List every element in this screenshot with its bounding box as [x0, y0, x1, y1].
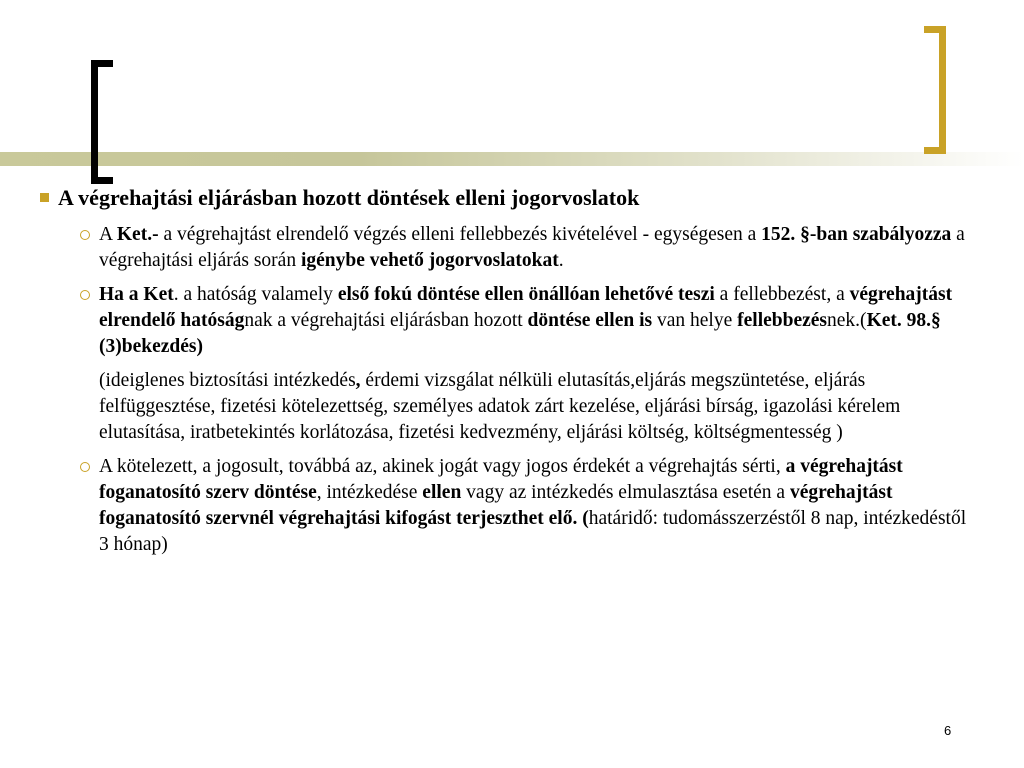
text-segment: . a hatóság valamely	[173, 284, 338, 305]
paren-first: (ideiglenes biztosítási intézkedés	[99, 370, 356, 391]
left-bracket-decoration	[91, 60, 113, 184]
paren-rest: érdemi vizsgálat nélküli elutasítás,eljárás megszüntetése, eljárás felfüggesztése, fizetési kötelezettség, személyes adatok zárt kezelése, eljárási bírság, igazolási kérelem elutasítása, iratbetekintés korlátozása, fizetési kedvezmény, eljárási költség, költségmentesség )	[99, 370, 901, 443]
right-bracket-decoration	[924, 26, 946, 154]
text-segment: a fellebbezést, a	[714, 284, 850, 305]
bold-segment: első fokú döntése ellen önállóan lehetővé teszi	[337, 284, 715, 305]
text-segment: A kötelezett, a jogosult, továbbá az, akinek jogát vagy jogos érdekét a végrehajtás sérti,	[99, 456, 786, 477]
parenthetical-paragraph	[99, 368, 975, 446]
slide-heading: A végrehajtási eljárásban hozott döntések elleni jogorvoslatok	[58, 185, 640, 210]
bold-segment: Ket. 98.§ (3)bekezdés)	[99, 310, 941, 357]
paren-comma: ,	[355, 370, 361, 391]
text-segment: nak a végrehajtási eljárásban hozott	[244, 310, 528, 331]
bold-segment: ellen	[422, 482, 462, 503]
circle-bullet-icon	[80, 462, 90, 472]
text-segment: a végrehajtást elrendelő végzés elleni fellebbezés kivételével - egységesen a	[158, 224, 762, 245]
text-segment: .	[558, 250, 564, 271]
slide-content	[40, 182, 975, 558]
bold-segment: Ket.-	[116, 224, 159, 245]
list-item-text	[99, 282, 975, 360]
bold-segment: a végrehajtást foganatosító szerv döntése	[99, 456, 903, 503]
text-segment: határidő: tudomásszerzéstől 8 nap, intézkedéstől 3 hónap)	[99, 508, 967, 555]
bold-segment: döntése ellen is	[527, 310, 653, 331]
bold-segment: 152. §-ban szabályozza	[761, 224, 952, 245]
text-segment: van helye	[652, 310, 738, 331]
page-number: 6	[944, 723, 952, 738]
header-bar	[0, 152, 1024, 166]
text-segment: vagy az intézkedés elmulasztása esetén a	[461, 482, 790, 503]
bold-segment: Ha a Ket	[99, 284, 174, 305]
list-item-text	[99, 222, 975, 274]
heading-bullet	[40, 182, 975, 214]
bold-segment: végrehajtást foganatosító szervnél végrehajtási kifogást terjeszthet elő. (	[99, 482, 893, 529]
text-segment: A	[99, 224, 117, 245]
bold-segment: fellebbezés	[737, 310, 828, 331]
list-item	[78, 454, 975, 558]
text-segment: nek.(	[827, 310, 867, 331]
text-segment: , intézkedése	[316, 482, 423, 503]
list-item	[78, 282, 975, 360]
circle-bullet-icon	[80, 230, 90, 240]
list-item	[78, 222, 975, 274]
bold-segment: végrehajtást elrendelő hatóság	[99, 284, 953, 331]
circle-bullet-icon	[80, 290, 90, 300]
square-bullet-icon	[40, 193, 49, 202]
list-item-text	[99, 454, 975, 558]
bold-segment: igénybe vehető jogorvoslatokat	[300, 250, 559, 271]
text-segment: a végrehajtási eljárás során	[99, 224, 965, 271]
